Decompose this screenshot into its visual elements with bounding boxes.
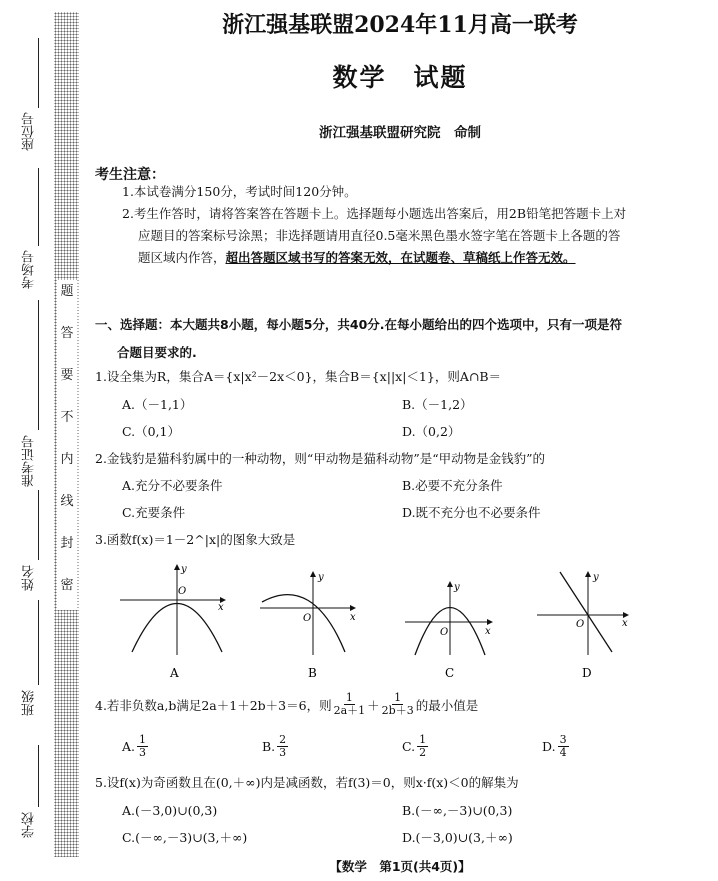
q4-fraction-2 xyxy=(382,692,414,717)
notice-item-2-line-1: 2.考生作答时，请将答案答在答题卡上。选择题每小题选出答案后，用2B铅笔把答题卡上对 xyxy=(122,206,627,221)
option-fraction xyxy=(137,734,148,759)
question-4-stem xyxy=(95,692,478,717)
subject-title: 数学 试题 xyxy=(332,63,468,92)
seal-char: 答 xyxy=(60,326,74,341)
q1-option-c: C.（0,1） xyxy=(122,424,180,439)
notice-title: 考生注意： xyxy=(95,167,165,183)
graph-b xyxy=(260,572,356,655)
school-line xyxy=(38,745,39,807)
fraction-numerator: 1 xyxy=(139,733,147,746)
class-line xyxy=(38,600,39,685)
fraction-denominator: 3 xyxy=(139,746,147,759)
seal-char: 封 xyxy=(60,536,74,551)
fraction-numerator: 1 xyxy=(419,733,427,746)
axis-y-label: y xyxy=(181,564,187,575)
option-fraction xyxy=(277,734,288,759)
q4-option-b xyxy=(262,734,290,759)
graph-c xyxy=(405,582,492,655)
notice-warning: 超出答题区域书写的答案无效，在试题卷、草稿纸上作答无效。 xyxy=(225,250,576,265)
q4-fraction-1 xyxy=(334,692,366,717)
fraction-denominator: 4 xyxy=(559,746,567,759)
section-line-1: 一、选择题：本大题共8小题，每小题5分，共40分.在每小题给出的四个选项中，只有一项是符 xyxy=(95,317,623,332)
graph-label-c: C xyxy=(445,666,455,680)
seal-char: 题 xyxy=(60,284,74,299)
seal-char: 内 xyxy=(60,452,74,467)
q4-option-a xyxy=(122,734,150,759)
seal-text xyxy=(57,280,77,610)
q5-option-a: A.(－3,0)∪(0,3) xyxy=(122,803,218,818)
class-label: 班级 xyxy=(22,690,37,716)
graph-d xyxy=(537,572,628,655)
q1-option-b: B.（－1,2） xyxy=(402,397,473,412)
q1-option-a: A.（－1,1） xyxy=(122,397,193,412)
q2-option-d: D.既不充分也不必要条件 xyxy=(402,505,541,520)
axis-y-label: y xyxy=(454,582,460,593)
notice-item-1: 1.本试卷满分150分，考试时间120分钟。 xyxy=(122,184,357,199)
q2-option-c: C.充要条件 xyxy=(122,505,186,520)
option-letter: A. xyxy=(122,739,136,754)
question-2-stem: 2.金钱豹是猫科豹属中的一种动物，则“甲动物是猫科动物”是“甲动物是金钱豹”的 xyxy=(95,451,545,466)
origin-label: O xyxy=(440,627,449,638)
option-letter: C. xyxy=(402,739,416,754)
fraction-numerator: 2 xyxy=(279,733,287,746)
name-line xyxy=(38,490,39,560)
q5-option-b: B.(－∞,－3)∪(0,3) xyxy=(402,803,513,818)
plus-sign: ＋ xyxy=(367,697,380,713)
section-line-2: 合题目要求的. xyxy=(117,345,197,360)
axis-x-label: x xyxy=(622,618,628,629)
fraction-denominator: 3 xyxy=(279,746,287,759)
seal-char: 线 xyxy=(60,494,74,509)
issuer-line: 浙江强基联盟研究院 命制 xyxy=(319,125,481,141)
axis-x-label: x xyxy=(350,612,356,623)
graph-label-d: D xyxy=(582,666,592,680)
fraction-denominator: 2a＋1 xyxy=(333,704,366,717)
axis-x-label: x xyxy=(218,602,224,613)
axis-y-label: y xyxy=(593,572,599,583)
q4-stem-prefix: 4.若非负数a,b满足2a＋1＋2b＋3＝6，则 xyxy=(95,697,332,713)
q4-option-d xyxy=(542,734,571,759)
origin-label: O xyxy=(303,613,312,624)
axis-y-label: y xyxy=(318,572,324,583)
origin-label: O xyxy=(576,619,585,630)
option-fraction xyxy=(417,734,428,759)
ticket-number-label: 准考证号 xyxy=(22,435,37,487)
seal-char: 密 xyxy=(60,578,74,593)
fraction-numerator: 1 xyxy=(394,691,402,704)
fraction-denominator: 2b＋3 xyxy=(381,704,414,717)
q5-option-d: D.(－3,0)∪(3,＋∞) xyxy=(402,830,513,845)
notice-item-2-line-3 xyxy=(138,247,576,269)
axis-x-label: x xyxy=(485,626,491,637)
option-letter: B. xyxy=(262,739,276,754)
graph-a xyxy=(120,564,225,655)
graph-label-b: B xyxy=(308,666,317,680)
fraction-numerator: 3 xyxy=(559,733,567,746)
section-heading xyxy=(95,311,695,367)
name-label: 姓名 xyxy=(22,565,37,591)
notice-text: 题区域内作答， xyxy=(138,250,226,265)
question-5-stem: 5.设f(x)为奇函数且在(0,＋∞)内是减函数，若f(3)＝0，则x·f(x)＜0的解集为 xyxy=(95,775,519,790)
notice-item-2-line-2: 应题目的答案标号涂黑；非选择题请用直径0.5毫米黑色墨水签字笔在答题卡上各题的答 xyxy=(138,228,621,243)
option-letter: D. xyxy=(542,739,556,754)
seat-number-line xyxy=(38,38,39,108)
school-label: 学校 xyxy=(22,812,37,838)
q2-option-a: A.充分不必要条件 xyxy=(122,478,223,493)
exam-room-line xyxy=(38,168,39,246)
fraction-denominator: 2 xyxy=(419,746,427,759)
exam-title: 浙江强基联盟2024年11月高一联考 xyxy=(222,12,578,38)
q3-graphs xyxy=(100,560,660,685)
q2-option-b: B.必要不充分条件 xyxy=(402,478,503,493)
option-fraction xyxy=(558,734,569,759)
ticket-number-line xyxy=(38,300,39,430)
q4-option-c xyxy=(402,734,430,759)
page-footer: 【数学 第1页(共4页)】 xyxy=(329,859,471,874)
question-3-stem: 3.函数f(x)＝1－2^|x|的图象大致是 xyxy=(95,532,296,547)
seat-number-label: 座位号 xyxy=(22,112,37,151)
fraction-numerator: 1 xyxy=(345,691,353,704)
question-1-stem: 1.设全集为R，集合A＝{x|x²－2x＜0}，集合B＝{x||x|＜1}，则A∩B＝ xyxy=(95,369,502,384)
q5-option-c: C.(－∞,－3)∪(3,＋∞) xyxy=(122,830,248,845)
origin-label: O xyxy=(178,586,187,597)
seal-char: 不 xyxy=(60,410,74,425)
q1-option-d: D.（0,2） xyxy=(402,424,461,439)
q4-stem-suffix: 的最小值是 xyxy=(415,697,479,713)
graph-label-a: A xyxy=(170,666,179,680)
exam-room-label: 考场号 xyxy=(22,250,37,289)
seal-char: 要 xyxy=(60,368,74,383)
